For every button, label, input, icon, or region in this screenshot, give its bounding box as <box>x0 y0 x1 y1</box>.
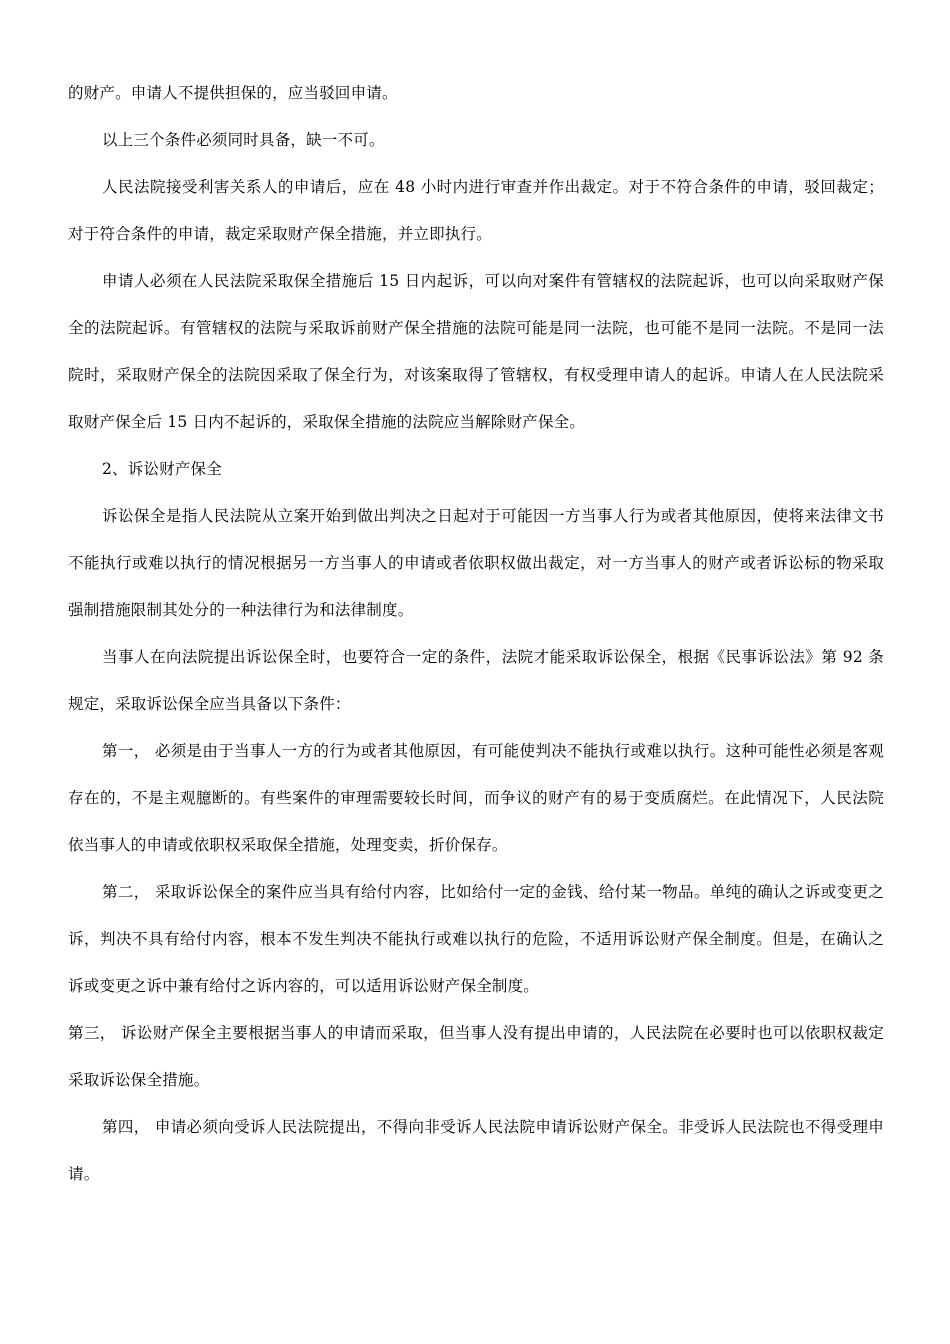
paragraph-6: 诉讼保全是指人民法院从立案开始到做出判决之日起对于可能因一方当事人行为或者其他原因，使将来法律文书不能执行或难以执行的情况根据另一方当事人的申请或者依职权做出裁定，对一方当事人的财产或者诉讼标的物采取强制措施限制其处分的一种法律行为和法律制度。 <box>68 507 884 619</box>
paragraph-1: 的财产。申请人不提供担保的，应当驳回申请。 <box>68 84 398 102</box>
paragraph-2: 以上三个条件必须同时具备，缺一不可。 <box>102 131 385 149</box>
condition-first: 第一， 必须是由于当事人一方的行为或者其他原因，有可能使判决不能执行或难以执行。这种可能性必须是客观存在的，不是主观臆断的。有些案件的审理需要较长时间，而争议的财产有的易于变质腐烂。在此情况下，人民法院依当事人的申请或依职权采取保全措施，处理变卖，折价保存。 <box>68 742 884 854</box>
condition-fourth: 第四， 申请必须向受诉人民法院提出，不得向非受诉人民法院申请诉讼财产保全。非受诉人民法院也不得受理申请。 <box>68 1118 884 1183</box>
paragraph-7: 当事人在向法院提出诉讼保全时，也要符合一定的条件，法院才能采取诉讼保全，根据《民事诉讼法》第 92 条规定，采取诉讼保全应当具备以下条件： <box>68 648 884 713</box>
condition-third: 第三， 诉讼财产保全主要根据当事人的申请而采取，但当事人没有提出申请的，人民法院在必要时也可以依职权裁定采取诉讼保全措施。 <box>68 1024 884 1089</box>
paragraph-3: 人民法院接受利害关系人的申请后，应在 48 小时内进行审查并作出裁定。对于不符合条件的申请，驳回裁定；对于符合条件的申请，裁定采取财产保全措施，并立即执行。 <box>68 178 884 243</box>
section-heading: 2、诉讼财产保全 <box>102 460 222 478</box>
document-page <box>68 70 884 1198</box>
paragraph-4: 申请人必须在人民法院采取保全措施后 15 日内起诉，可以向对案件有管辖权的法院起诉，也可以向采取财产保全的法院起诉。有管辖权的法院与采取诉前财产保全措施的法院可能是同一法院，也可能不是同一法院。不是同一法院时，采取财产保全的法院因采取了保全行为，对该案取得了管辖权，有权受理申请人的起诉。申请人在人民法院采取财产保全后 15 日内不起诉的，采取保全措施的法院应当解除财产保全。 <box>68 272 884 431</box>
condition-second: 第二， 采取诉讼保全的案件应当具有给付内容，比如给付一定的金钱、给付某一物品。单纯的确认之诉或变更之诉，判决不具有给付内容，根本不发生判决不能执行或难以执行的危险，不适用诉讼财产保全制度。但是，在确认之诉或变更之诉中兼有给付之诉内容的，可以适用诉讼财产保全制度。 <box>68 883 884 995</box>
